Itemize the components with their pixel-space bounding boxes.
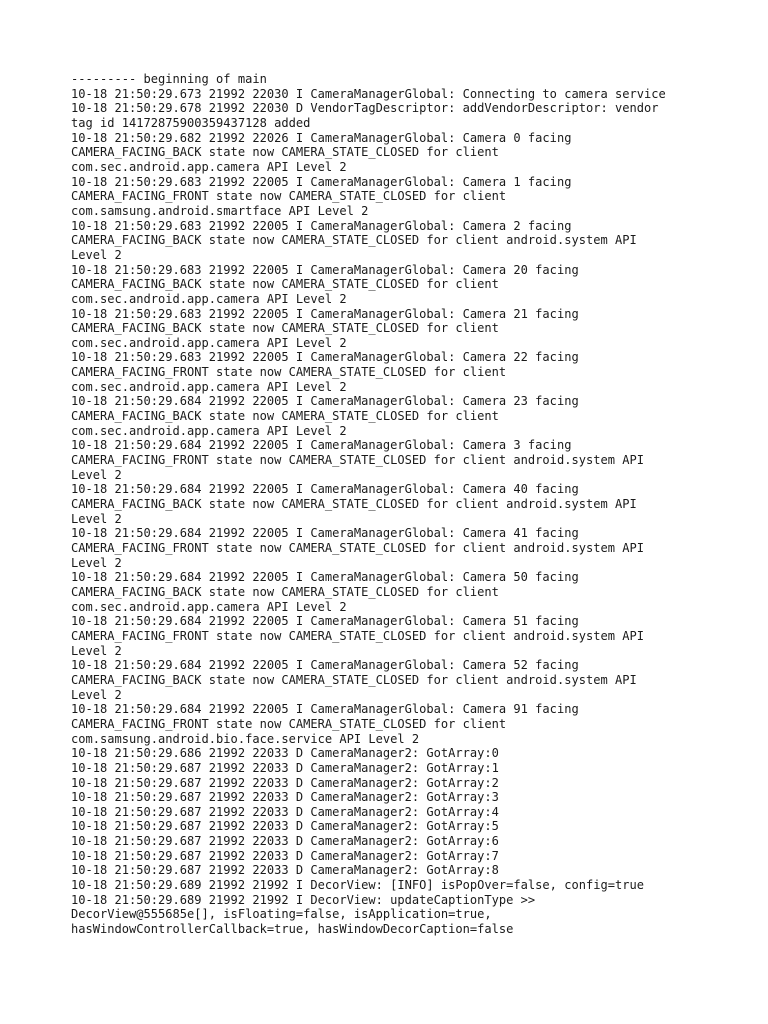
- log-line: 10-18 21:50:29.687 21992 22033 D CameraManager2: GotArray:5: [71, 819, 499, 834]
- log-line: 10-18 21:50:29.687 21992 22033 D CameraManager2: GotArray:2: [71, 775, 499, 790]
- log-line: hasWindowControllerCallback=true, hasWindowDecorCaption=false: [71, 922, 514, 937]
- log-line: 10-18 21:50:29.683 21992 22005 I CameraManagerGlobal: Camera 20 facing: [71, 262, 579, 277]
- log-line: 10-18 21:50:29.684 21992 22005 I CameraManagerGlobal: Camera 50 facing: [71, 570, 579, 585]
- log-line: --------- beginning of main: [71, 72, 267, 86]
- log-line: 10-18 21:50:29.689 21992 21992 I DecorView: [INFO] isPopOver=false, config=true: [71, 878, 644, 893]
- log-line: 10-18 21:50:29.687 21992 22033 D CameraManager2: GotArray:4: [71, 804, 499, 819]
- log-line: 10-18 21:50:29.684 21992 22005 I CameraManagerGlobal: Camera 23 facing: [71, 394, 579, 409]
- log-line: 10-18 21:50:29.684 21992 22005 I CameraManagerGlobal: Camera 41 facing: [71, 526, 579, 541]
- log-line: 10-18 21:50:29.684 21992 22005 I CameraManagerGlobal: Camera 40 facing: [71, 482, 579, 497]
- log-line: tag id 14172875900359437128 added: [71, 115, 311, 130]
- log-line: 10-18 21:50:29.684 21992 22005 I CameraManagerGlobal: Camera 51 facing: [71, 614, 579, 629]
- log-line: 10-18 21:50:29.687 21992 22033 D CameraManager2: GotArray:1: [71, 760, 499, 775]
- log-line: CAMERA_FACING_BACK state now CAMERA_STATE_CLOSED for client android.system API: [71, 497, 637, 512]
- log-line: 10-18 21:50:29.689 21992 21992 I DecorView: updateCaptionType >>: [71, 892, 536, 907]
- log-line: 10-18 21:50:29.686 21992 22033 D CameraManager2: GotArray:0: [71, 746, 499, 761]
- log-line: 10-18 21:50:29.687 21992 22033 D CameraManager2: GotArray:3: [71, 790, 499, 805]
- log-line: com.sec.android.app.camera API Level 2: [71, 423, 347, 438]
- log-line: 10-18 21:50:29.687 21992 22033 D CameraManager2: GotArray:8: [71, 863, 499, 878]
- log-line: CAMERA_FACING_FRONT state now CAMERA_STATE_CLOSED for client: [71, 365, 507, 380]
- log-line: CAMERA_FACING_FRONT state now CAMERA_STATE_CLOSED for client android.system API: [71, 628, 644, 643]
- log-line: 10-18 21:50:29.683 21992 22005 I CameraManagerGlobal: Camera 22 facing: [71, 350, 579, 365]
- log-line: 10-18 21:50:29.687 21992 22033 D CameraManager2: GotArray:7: [71, 848, 499, 863]
- log-line: Level 2: [71, 511, 122, 526]
- log-output: [71, 72, 711, 937]
- log-line: CAMERA_FACING_FRONT state now CAMERA_STATE_CLOSED for client: [71, 716, 507, 731]
- log-line: DecorView@555685e[], isFloating=false, isApplication=true,: [71, 907, 492, 922]
- log-line: CAMERA_FACING_BACK state now CAMERA_STATE_CLOSED for client: [71, 584, 499, 599]
- log-line: 10-18 21:50:29.683 21992 22005 I CameraManagerGlobal: Camera 2 facing: [71, 218, 572, 233]
- log-line: CAMERA_FACING_BACK state now CAMERA_STATE_CLOSED for client: [71, 321, 499, 336]
- log-line: com.sec.android.app.camera API Level 2: [71, 599, 347, 614]
- log-line: com.sec.android.app.camera API Level 2: [71, 291, 347, 306]
- log-line: CAMERA_FACING_BACK state now CAMERA_STATE_CLOSED for client android.system API: [71, 672, 637, 687]
- log-line: com.samsung.android.smartface API Level 2: [71, 203, 369, 218]
- log-line: 10-18 21:50:29.678 21992 22030 D VendorTagDescriptor: addVendorDescriptor: vendor: [71, 101, 659, 116]
- log-line: 10-18 21:50:29.683 21992 22005 I CameraManagerGlobal: Camera 21 facing: [71, 306, 579, 321]
- log-line: Level 2: [71, 687, 122, 702]
- log-line: 10-18 21:50:29.682 21992 22026 I CameraManagerGlobal: Camera 0 facing: [71, 130, 572, 145]
- log-line: 10-18 21:50:29.684 21992 22005 I CameraManagerGlobal: Camera 91 facing: [71, 702, 579, 717]
- log-line: CAMERA_FACING_FRONT state now CAMERA_STATE_CLOSED for client: [71, 189, 507, 204]
- log-line: 10-18 21:50:29.684 21992 22005 I CameraManagerGlobal: Camera 52 facing: [71, 658, 579, 673]
- log-line: com.sec.android.app.camera API Level 2: [71, 379, 347, 394]
- log-line: CAMERA_FACING_BACK state now CAMERA_STATE_CLOSED for client: [71, 409, 499, 424]
- log-line: 10-18 21:50:29.684 21992 22005 I CameraManagerGlobal: Camera 3 facing: [71, 438, 572, 453]
- log-line: CAMERA_FACING_BACK state now CAMERA_STATE_CLOSED for client: [71, 277, 499, 292]
- log-line: Level 2: [71, 643, 122, 658]
- log-line: Level 2: [71, 555, 122, 570]
- log-line: Level 2: [71, 247, 122, 262]
- log-line: CAMERA_FACING_FRONT state now CAMERA_STATE_CLOSED for client android.system API: [71, 453, 644, 468]
- log-line: 10-18 21:50:29.683 21992 22005 I CameraManagerGlobal: Camera 1 facing: [71, 174, 572, 189]
- log-line: com.samsung.android.bio.face.service API Level 2: [71, 731, 420, 746]
- log-line: Level 2: [71, 467, 122, 482]
- log-line: CAMERA_FACING_FRONT state now CAMERA_STATE_CLOSED for client android.system API: [71, 541, 644, 555]
- log-line: 10-18 21:50:29.687 21992 22033 D CameraManager2: GotArray:6: [71, 834, 499, 849]
- log-line: 10-18 21:50:29.673 21992 22030 I CameraManagerGlobal: Connecting to camera service: [71, 86, 666, 101]
- log-line: CAMERA_FACING_BACK state now CAMERA_STATE_CLOSED for client android.system API: [71, 233, 637, 248]
- log-line: com.sec.android.app.camera API Level 2: [71, 159, 347, 174]
- log-line: com.sec.android.app.camera API Level 2: [71, 335, 347, 350]
- log-line: CAMERA_FACING_BACK state now CAMERA_STATE_CLOSED for client: [71, 145, 499, 160]
